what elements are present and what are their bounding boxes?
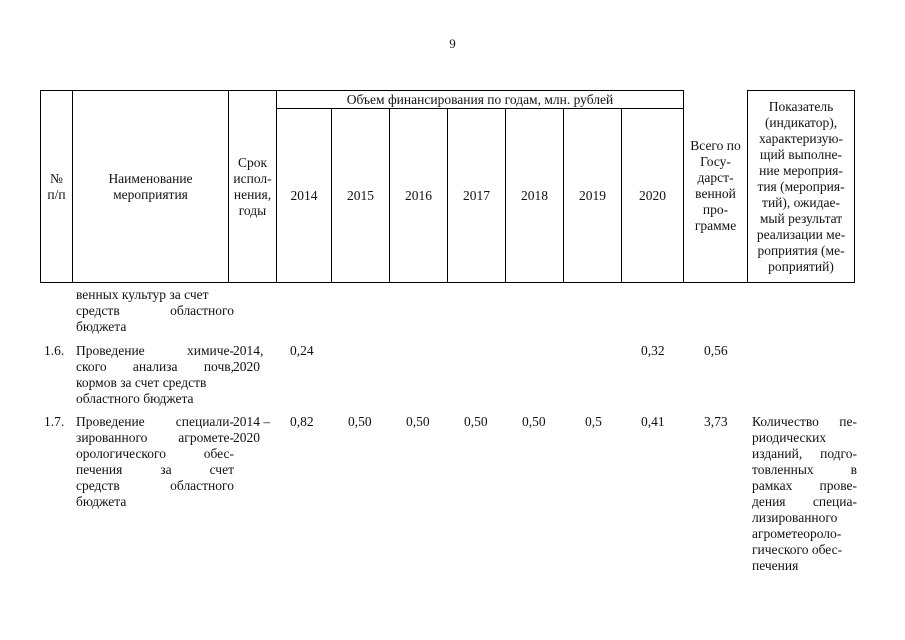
row-value-2014: 0,82 bbox=[290, 414, 314, 429]
row-indicator-line: риодических bbox=[752, 430, 827, 445]
row-name bbox=[76, 343, 234, 407]
row-name-line: средств областного bbox=[76, 478, 234, 493]
header-table bbox=[40, 90, 855, 283]
row-term-line: 2014 – bbox=[233, 414, 271, 429]
continuation-line: бюджета bbox=[76, 319, 127, 334]
header-year: 2016 bbox=[390, 109, 448, 283]
row-indicator-line: Количество пе- bbox=[752, 414, 857, 429]
row-value-2016: 0,50 bbox=[406, 414, 430, 429]
row-indicator-line: агрометеороло- bbox=[752, 526, 842, 541]
header-year: 2019 bbox=[564, 109, 622, 283]
row-indicator-line: изданий, подго- bbox=[752, 446, 857, 461]
header-year: 2018 bbox=[506, 109, 564, 283]
header-funding-group: Объем финансирования по годам, млн. рублей bbox=[277, 91, 684, 109]
row-term-line: 2020 bbox=[233, 359, 260, 374]
continuation-line: средств областного bbox=[76, 303, 234, 318]
row-name-line: ского анализа почв, bbox=[76, 359, 234, 374]
page-number: 9 bbox=[449, 36, 456, 51]
row-term-line: 2014, bbox=[233, 343, 264, 358]
continuation-text bbox=[76, 287, 234, 335]
continuation-line: венных культур за счет bbox=[76, 287, 209, 302]
row-term-line: 2020 bbox=[233, 430, 260, 445]
header-year: 2015 bbox=[332, 109, 390, 283]
row-value-2019: 0,5 bbox=[585, 414, 602, 429]
row-name-line: зированного агромете- bbox=[76, 430, 234, 445]
header-year: 2017 bbox=[448, 109, 506, 283]
row-name-line: орологического обес- bbox=[76, 446, 234, 461]
row-name-line: печения за счет bbox=[76, 462, 234, 477]
row-name-line: областного бюджета bbox=[76, 391, 194, 406]
row-value-2015: 0,50 bbox=[348, 414, 372, 429]
row-indicator-line: рамках прове- bbox=[752, 478, 857, 493]
header-name: Наименование мероприятия bbox=[73, 91, 229, 283]
header-term: Срок испол-нения, годы bbox=[229, 91, 277, 283]
row-indicator-line: дения специа- bbox=[752, 494, 857, 509]
row-indicator bbox=[752, 414, 857, 574]
row-name-line: бюджета bbox=[76, 494, 127, 509]
row-name-line: Проведение специали- bbox=[76, 414, 234, 429]
row-value-2017: 0,50 bbox=[464, 414, 488, 429]
row-number: 1.7. bbox=[44, 414, 65, 429]
row-indicator-line: товленных в bbox=[752, 462, 857, 477]
row-name bbox=[76, 414, 234, 510]
row-term bbox=[233, 414, 270, 446]
row-term bbox=[233, 343, 263, 375]
header-year: 2014 bbox=[277, 109, 332, 283]
row-value-2014: 0,24 bbox=[290, 343, 314, 358]
row-name-line: Проведение химиче- bbox=[76, 343, 234, 358]
header-indicator: Показатель (индикатор), характеризую-щий выполне-ние мероприя-тия (мероприя-тий), ожидае-мый результат реализации ме-роприятия (ме-роприятий) bbox=[748, 91, 855, 283]
header-num: № п/п bbox=[41, 91, 73, 283]
row-number: 1.6. bbox=[44, 343, 65, 358]
row-value-2020: 0,41 bbox=[641, 414, 665, 429]
header-total: Всего по Госу-дарст-венной про-грамме bbox=[684, 91, 748, 283]
row-indicator-line: печения bbox=[752, 558, 799, 573]
row-total: 0,56 bbox=[704, 343, 728, 358]
row-value-2020: 0,32 bbox=[641, 343, 665, 358]
row-indicator-line: лизированного bbox=[752, 510, 838, 525]
header-year: 2020 bbox=[622, 109, 684, 283]
row-total: 3,73 bbox=[704, 414, 728, 429]
row-name-line: кормов за счет средств bbox=[76, 375, 207, 390]
row-value-2018: 0,50 bbox=[522, 414, 546, 429]
row-indicator-line: гического обес- bbox=[752, 542, 843, 557]
